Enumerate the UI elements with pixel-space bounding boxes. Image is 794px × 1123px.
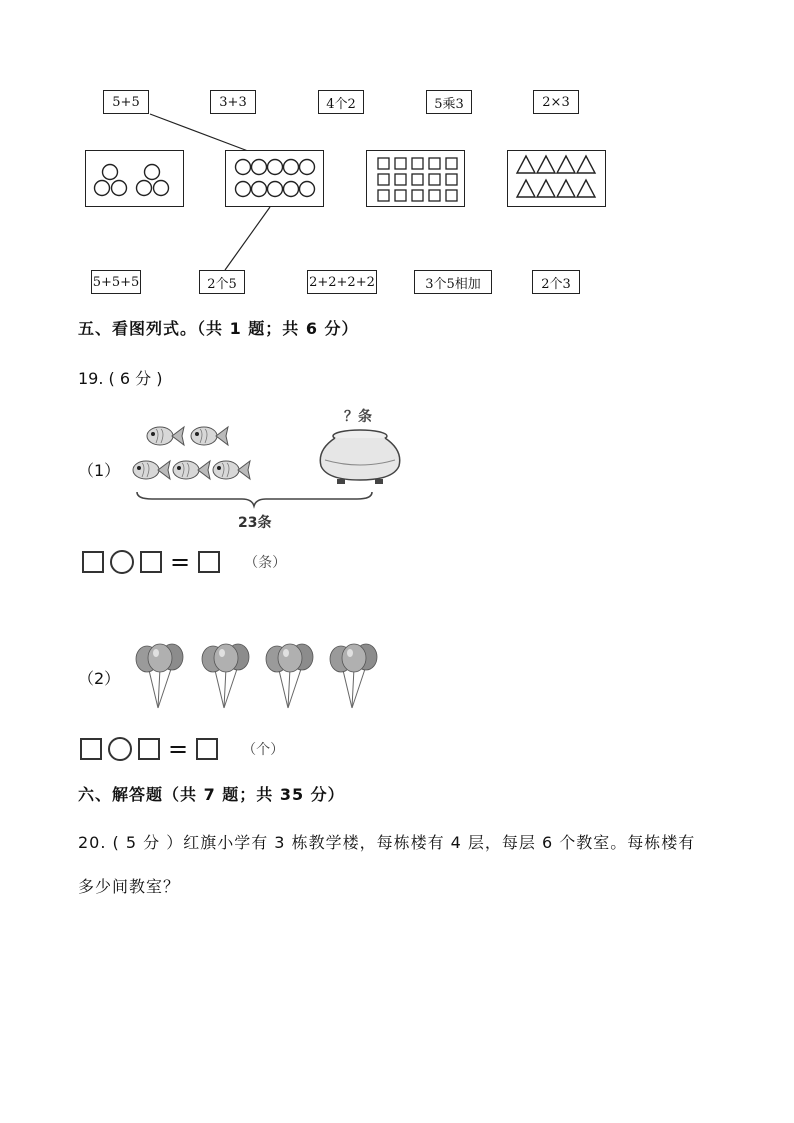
match-bottom-label-5[interactable]: 2个3 (532, 270, 580, 294)
match-top-label-1[interactable]: 5+5 (103, 90, 149, 114)
question-20-text-line-1: 20. ( 5 分 ）红旗小学有 3 栋教学楼，每栋楼有 4 层，每层 6 个教室。每栋楼有 (78, 833, 696, 852)
match-top-label-2[interactable]: 3+3 (210, 90, 256, 114)
unit-label: （条） (244, 555, 287, 571)
picture-squares-3-rows-of-5[interactable] (366, 150, 465, 207)
equation-row-1 (82, 550, 286, 574)
balloon-bunch-icon (136, 644, 183, 708)
answer-box[interactable] (138, 738, 160, 760)
question-20-text-line-2: 多少间教室？ (78, 877, 181, 896)
match-bottom-label-4[interactable]: 3个5相加 (414, 270, 492, 294)
section-5-heading: 五、看图列式。（共 1 题；共 6 分） (78, 319, 359, 338)
match-top-label-3[interactable]: 4个2 (318, 90, 364, 114)
equals-sign: = (168, 735, 189, 763)
fish-icon (133, 461, 170, 479)
picture-triangles-2-rows-of-4[interactable] (507, 150, 606, 207)
unit-label: （个） (242, 742, 285, 758)
question-19-number: 19. ( 6 分 ) (78, 369, 163, 388)
square-grid-graphic (367, 151, 466, 208)
match-top-label-4[interactable]: 5乘3 (426, 90, 472, 114)
balloon-bunch-icon (266, 644, 313, 708)
balloon-group (130, 640, 390, 712)
fishbowl-question-label: ？条 (344, 409, 372, 425)
equation-row-2 (80, 737, 284, 761)
answer-box[interactable] (82, 551, 104, 573)
match-bottom-label-3[interactable]: 2+2+2+2 (307, 270, 377, 294)
brace-total-label: 23条 (238, 515, 272, 531)
section-6-heading: 六、解答题（共 7 题；共 35 分） (78, 785, 345, 804)
match-bottom-label-2[interactable]: 2个5 (199, 270, 245, 294)
answer-box[interactable] (198, 551, 220, 573)
balloon-bunch-icon (330, 644, 377, 708)
circle-groups-graphic (86, 151, 185, 208)
answer-box[interactable] (196, 738, 218, 760)
triangle-rows-graphic (508, 151, 607, 208)
fishbowl-icon (315, 428, 405, 486)
fish-icon (191, 427, 228, 445)
operator-circle[interactable] (108, 737, 132, 761)
operator-circle[interactable] (110, 550, 134, 574)
part-1-label: （1） (78, 461, 121, 480)
fish-icon (213, 461, 250, 479)
fish-group (128, 418, 263, 493)
answer-box[interactable] (140, 551, 162, 573)
brace-total (132, 490, 377, 510)
picture-circles-2-rows-of-5[interactable] (225, 150, 324, 207)
picture-circles-2-groups-of-3[interactable] (85, 150, 184, 207)
answer-box[interactable] (80, 738, 102, 760)
fish-icon (147, 427, 184, 445)
fish-icon (173, 461, 210, 479)
match-bottom-label-1[interactable]: 5+5+5 (91, 270, 141, 294)
circle-rows-graphic (226, 151, 325, 208)
balloon-bunch-icon (202, 644, 249, 708)
part-2-label: （2） (78, 669, 121, 688)
equals-sign: = (170, 548, 191, 576)
match-top-label-5[interactable]: 2×3 (533, 90, 579, 114)
